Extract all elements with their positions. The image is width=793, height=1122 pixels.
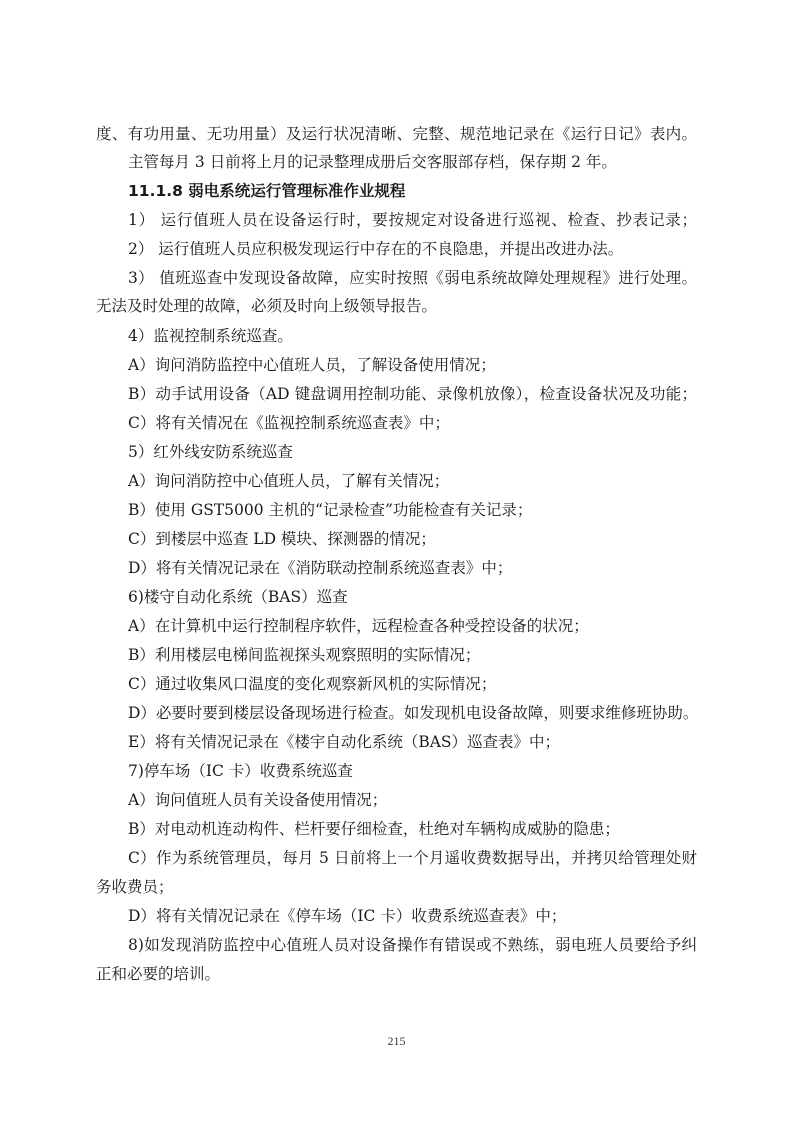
- list-item: D）将有关情况记录在《停车场（IC 卡）收费系统巡查表》中；: [128, 907, 567, 925]
- list-item: A）询问消防监控中心值班人员，了解设备使用情况；: [128, 356, 496, 374]
- paragraph-line: 度、有功用量、无功用量）及运行状况清晰、完整、规范地记录在《运行日记》表内。: [96, 125, 697, 143]
- list-heading: 5）红外线安防系统巡查: [128, 443, 293, 461]
- paragraph-line: 正和必要的培训。: [96, 965, 221, 983]
- section-heading: 11.1.8 弱电系统运行管理标准作业规程: [128, 182, 406, 200]
- paragraph-line: 8)如发现消防监控中心值班人员对设备操作有错误或不熟练，弱电班人员要给予纠: [128, 936, 697, 954]
- list-item: A）询问消防控中心值班人员，了解有关情况；: [128, 472, 450, 490]
- paragraph-line: 无法及时处理的故障，必须及时向上级领导报告。: [96, 297, 438, 315]
- list-item: B）使用 GST5000 主机的“记录检查”功能检查有关记录；: [128, 501, 533, 519]
- paragraph-line: 主管每月 3 日前将上月的记录整理成册后交客服部存档，保存期 2 年。: [128, 153, 617, 171]
- list-item: C）作为系统管理员，每月 5 日前将上一个月遥收费数据导出，并拷贝给管理处财: [128, 849, 697, 867]
- list-item: C）将有关情况在《监视控制系统巡查表》中；: [128, 414, 450, 432]
- paragraph-line: 1） 运行值班人员在设备运行时，要按规定对设备进行巡视、检查、抄表记录；: [128, 211, 697, 229]
- list-heading: 4）监视控制系统巡查。: [128, 327, 293, 345]
- list-item: D）必要时要到楼层设备现场进行检查。如发现机电设备故障，则要求维修班协助。: [128, 704, 699, 722]
- list-item: E）将有关情况记录在《楼宇自动化系统（BAS）巡查表》中；: [128, 733, 561, 751]
- page-number: 215: [387, 1034, 406, 1048]
- list-item: A）在计算机中运行控制程序软件，远程检查各种受控设备的状况；: [128, 617, 589, 635]
- list-heading: 7)停车场（IC 卡）收费系统巡查: [128, 762, 353, 780]
- list-item: A）询问值班人员有关设备使用情况；: [128, 791, 388, 809]
- list-item: D）将有关情况记录在《消防联动控制系统巡查表》中；: [128, 559, 513, 577]
- list-heading: 6)楼守自动化系统（BAS）巡查: [128, 588, 348, 606]
- list-item: C）到楼层中巡查 LD 模块、探测器的情况；: [128, 530, 436, 548]
- list-item: B）动手试用设备（AD 键盘调用控制功能、录像机放像），检查设备状况及功能；: [128, 385, 697, 403]
- list-item: B）利用楼层电梯间监视探头观察照明的实际情况；: [128, 646, 481, 664]
- paragraph-line: 2） 运行值班人员应积极发现运行中存在的不良隐患，并提出改进办法。: [128, 240, 624, 258]
- list-item: B）对电动机连动构件、栏杆要仔细检查，杜绝对车辆构成威胁的隐患；: [128, 820, 620, 838]
- list-item-continuation: 务收费员；: [96, 878, 174, 896]
- paragraph-line: 3） 值班巡查中发现设备故障，应实时按照《弱电系统故障处理规程》进行处理。: [128, 269, 697, 287]
- list-item: C）通过收集风口温度的变化观察新风机的实际情况；: [128, 675, 497, 693]
